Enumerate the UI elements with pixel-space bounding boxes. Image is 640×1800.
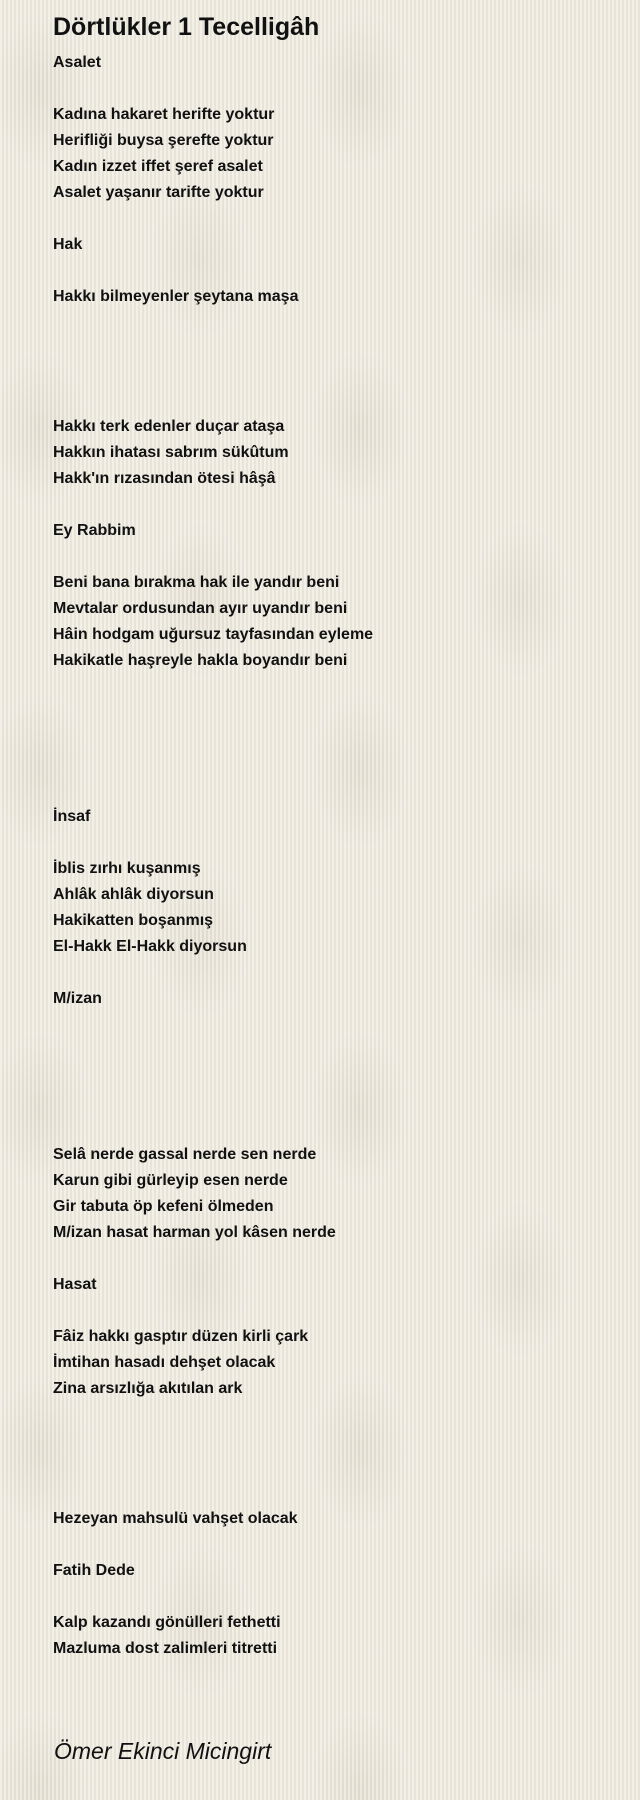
poem-line: Ey Rabbim [53, 522, 136, 539]
poem-line: Beni bana bırakma hak ile yandır beni [53, 574, 340, 591]
poem-line: Gir tabuta öp kefeni ölmeden [53, 1198, 274, 1215]
poem-line: Hezeyan mahsulü vahşet olacak [53, 1510, 298, 1527]
blank-line [53, 336, 613, 362]
blank-line [53, 492, 613, 518]
blank-line [53, 76, 613, 102]
poem-body [53, 50, 613, 1662]
blank-line [53, 726, 613, 752]
blank-line [53, 1116, 613, 1142]
author-name[interactable]: Ömer Ekinci Micingirt [54, 1738, 272, 1764]
poem-line: Selâ nerde gassal nerde sen nerde [53, 1146, 317, 1163]
poem-line: İblis zırhı kuşanmış [53, 860, 201, 877]
poem-line: Hasat [53, 1276, 97, 1293]
blank-line [53, 1090, 613, 1116]
blank-line [53, 1298, 613, 1324]
blank-line [53, 1584, 613, 1610]
poem-line: Mevtalar ordusundan ayır uyandır beni [53, 600, 348, 617]
blank-line [53, 388, 613, 414]
blank-line [53, 362, 613, 388]
poem-line: Asalet yaşanır tarifte yoktur [53, 184, 264, 201]
blank-line [53, 1246, 613, 1272]
poem-line: Hakkı bilmeyenler şeytana maşa [53, 288, 299, 305]
poem-line: Hakikatten boşanmış [53, 912, 214, 929]
poem-line: Ahlâk ahlâk diyorsun [53, 886, 214, 903]
blank-line [53, 830, 613, 856]
poem-line: M/izan [53, 990, 102, 1007]
poem-line: İnsaf [53, 808, 91, 825]
blank-line [53, 1012, 613, 1038]
poem-line: Kadına hakaret herifte yoktur [53, 106, 275, 123]
poem-line: Kalp kazandı gönülleri fethetti [53, 1614, 281, 1631]
blank-line [53, 778, 613, 804]
blank-line [53, 700, 613, 726]
poem-line: El-Hakk El-Hakk diyorsun [53, 938, 247, 955]
blank-line [53, 674, 613, 700]
poem-line: Fatih Dede [53, 1562, 135, 1579]
page-title: Dörtlükler 1 Tecelligâh [53, 13, 320, 41]
blank-line [53, 544, 613, 570]
poem-line: Fâiz hakkı gasptır düzen kirli çark [53, 1328, 309, 1345]
poem-line: Mazluma dost zalimleri titretti [53, 1640, 278, 1657]
blank-line [53, 1428, 613, 1454]
poem-line: Hâin hodgam uğursuz tayfasından eyleme [53, 626, 374, 643]
blank-line [53, 752, 613, 778]
blank-line [53, 1532, 613, 1558]
blank-line [53, 258, 613, 284]
blank-line [53, 1038, 613, 1064]
blank-line [53, 206, 613, 232]
poem-line: Asalet [53, 54, 102, 71]
blank-line [53, 960, 613, 986]
poem-line: Hakkı terk edenler duçar ataşa [53, 418, 285, 435]
poem-line: Hakikatle haşreyle hakla boyandır beni [53, 652, 348, 669]
poem-line: Karun gibi gürleyip esen nerde [53, 1172, 288, 1189]
blank-line [53, 1402, 613, 1428]
poem-line: Hak [53, 236, 83, 253]
blank-line [53, 310, 613, 336]
blank-line [53, 1064, 613, 1090]
poem-line: Herifliği buysa şerefte yoktur [53, 132, 274, 149]
poem-line: Hakkın ihatası sabrım sükûtum [53, 444, 289, 461]
poem-line: İmtihan hasadı dehşet olacak [53, 1354, 276, 1371]
poem-line: Zina arsızlığa akıtılan ark [53, 1380, 243, 1397]
blank-line [53, 1480, 613, 1506]
blank-line [53, 1454, 613, 1480]
poem-line: Kadın izzet iffet şeref asalet [53, 158, 263, 175]
poem-line: M/izan hasat harman yol kâsen nerde [53, 1224, 336, 1241]
poem-line: Hakk'ın rızasından ötesi hâşâ [53, 470, 276, 487]
